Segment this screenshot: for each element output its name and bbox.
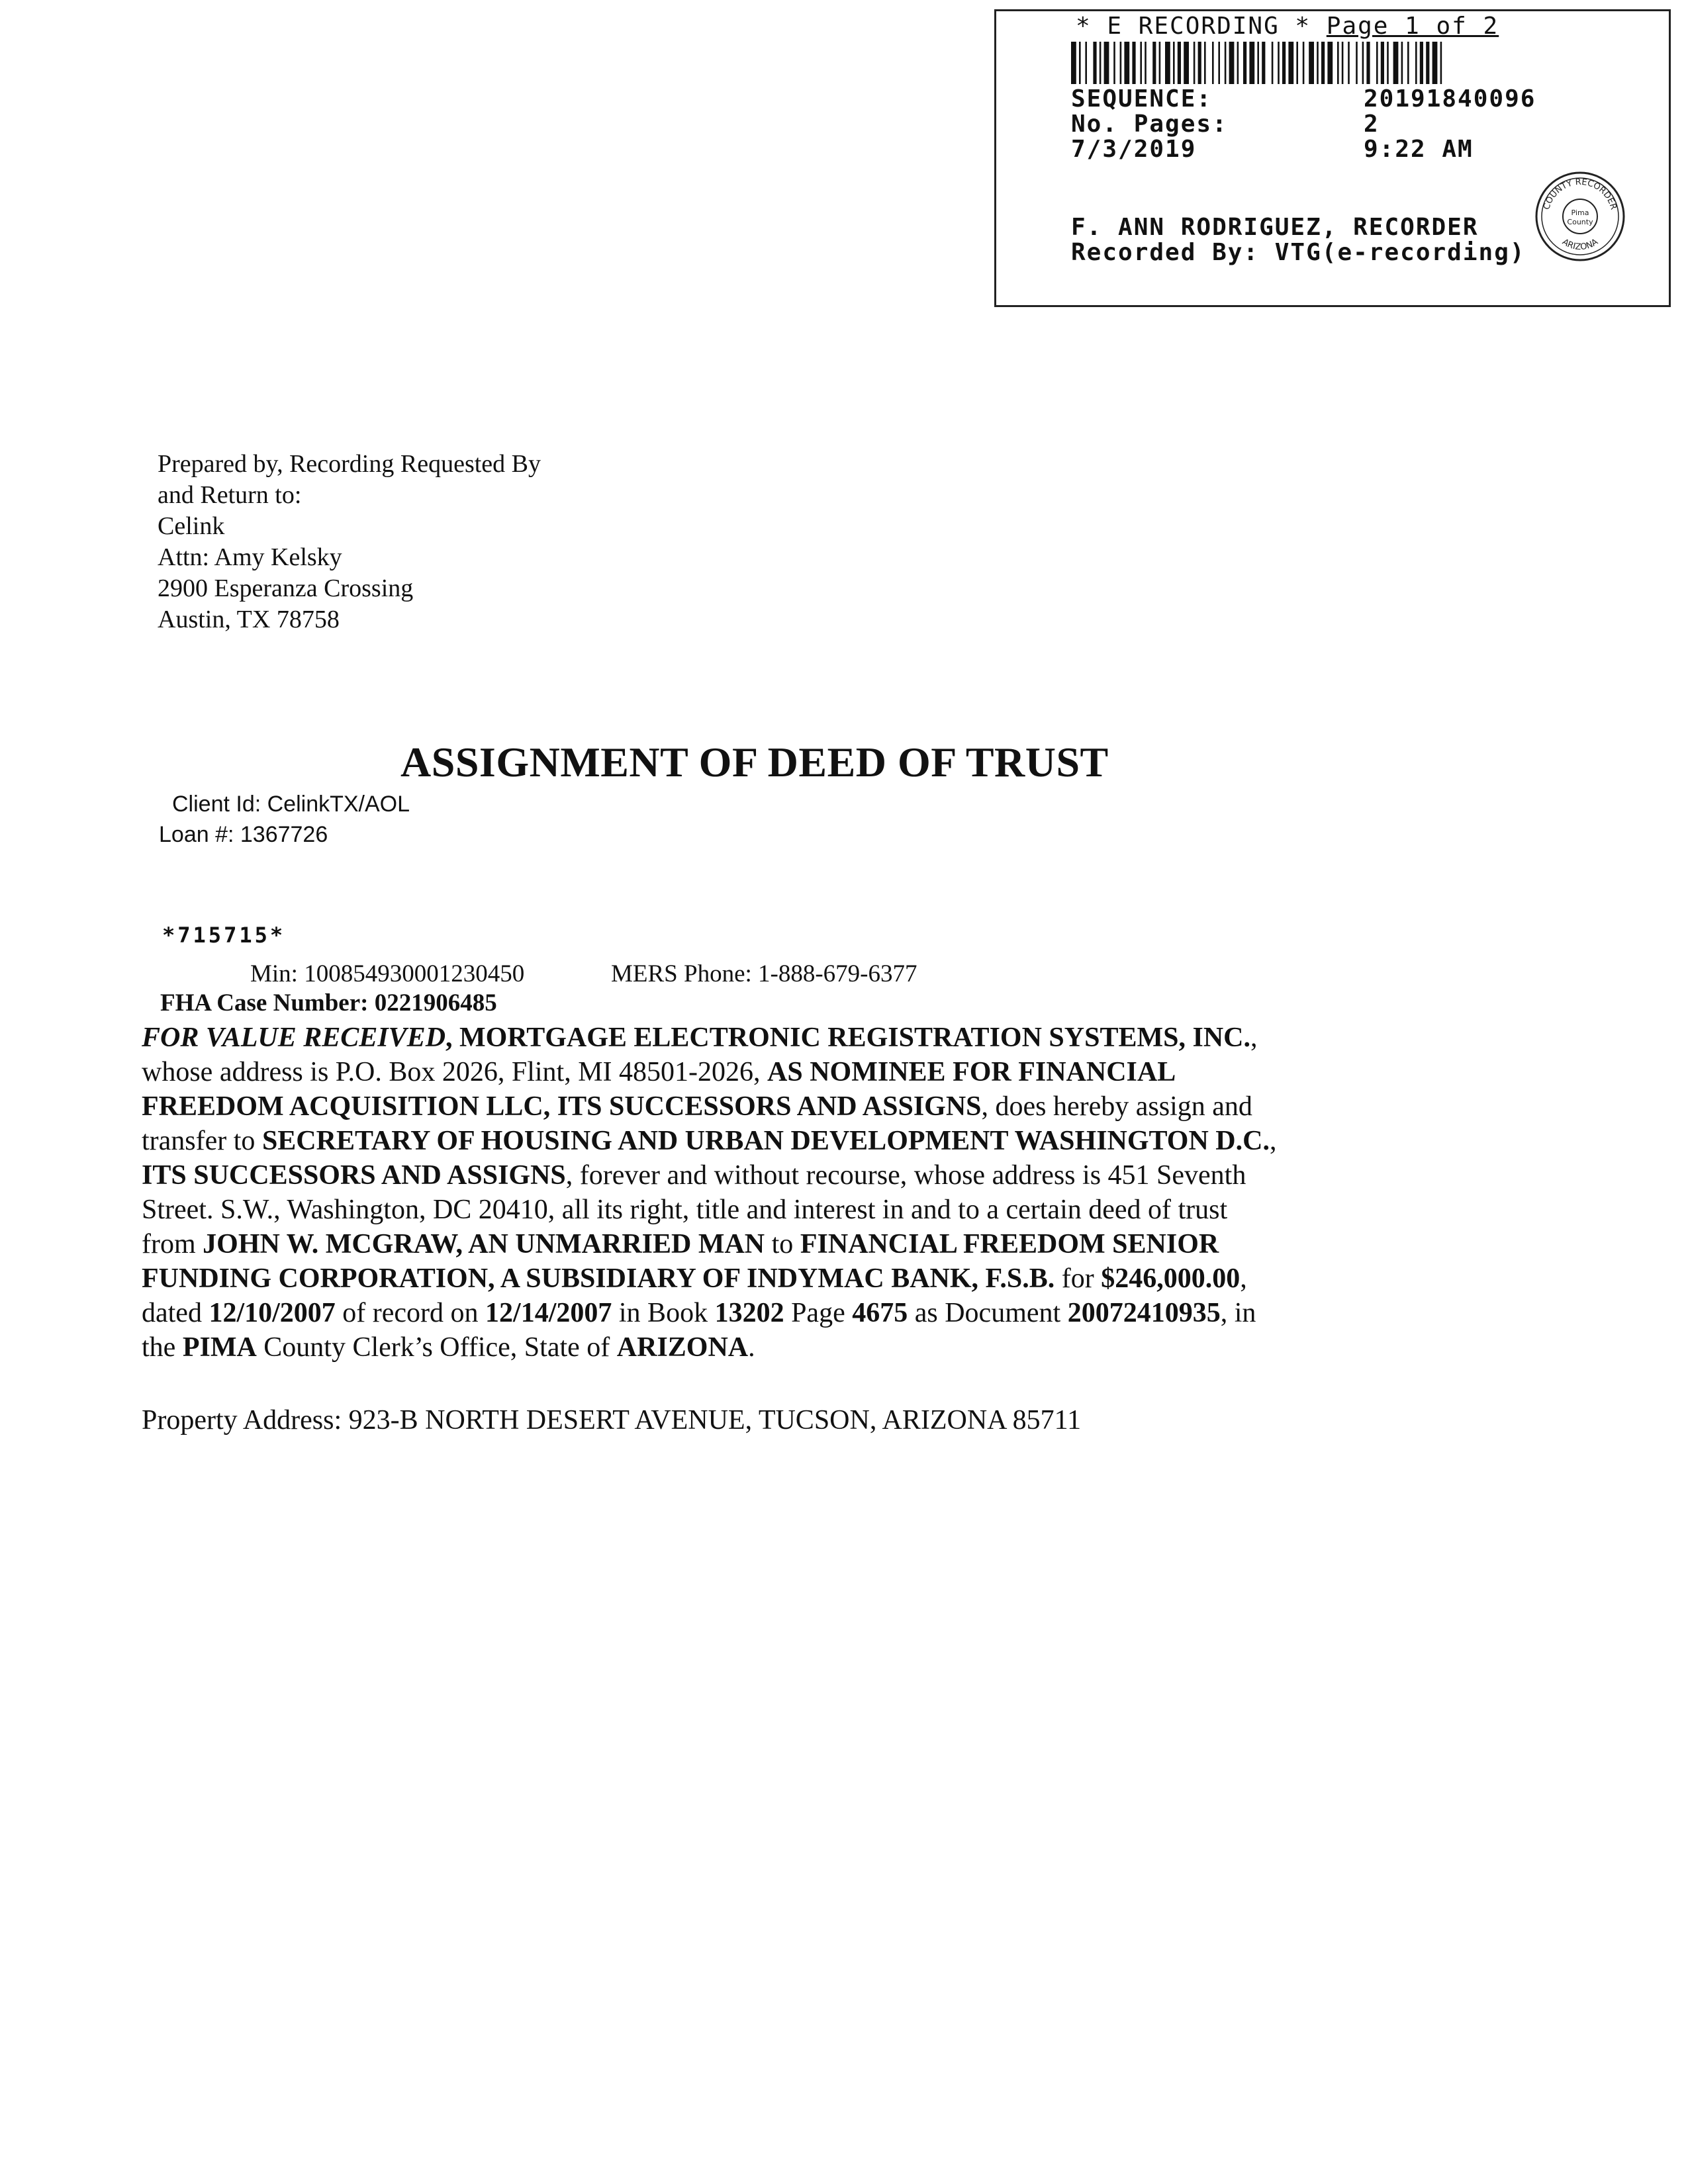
body-bold-span: AS NOMINEE FOR FINANCIAL: [767, 1057, 1176, 1087]
body-text-span: the: [142, 1332, 183, 1363]
body-line-2: [142, 1055, 1432, 1089]
body-line-10: [142, 1330, 1432, 1365]
seal-center-line1: Pima: [1571, 208, 1589, 217]
barcode-bar: [1165, 42, 1170, 84]
barcode-bar: [1198, 42, 1201, 84]
document-number: 20072410935: [1067, 1298, 1221, 1328]
barcode-bar: [1309, 42, 1314, 84]
assignor-name: , MORTGAGE ELECTRONIC REGISTRATION SYSTEMS, INC.: [445, 1023, 1251, 1053]
barcode-bar: [1225, 42, 1227, 84]
barcode-bar: [1178, 42, 1181, 84]
body-text-span: County Clerk’s Office, State of: [256, 1332, 617, 1363]
body-bold-span: FREEDOM ACQUISITION LLC, ITS SUCCESSORS AND ASSIGNS: [142, 1091, 982, 1122]
lender-name-cont: FUNDING CORPORATION, A SUBSIDIARY OF INDYMAC BANK, F.S.B.: [142, 1263, 1055, 1294]
body-text-span: ,: [1250, 1023, 1258, 1053]
barcode-bar: [1440, 42, 1442, 84]
barcode-bar: [1184, 42, 1189, 84]
recording-date: 7/3/2019: [1071, 136, 1197, 163]
loan-amount: $246,000.00: [1101, 1263, 1241, 1294]
assignee-name: SECRETARY OF HOUSING AND URBAN DEVELOPMENT WASHINGTON D.C.: [261, 1126, 1270, 1156]
barcode-bar: [1093, 42, 1096, 84]
barcode-bar: [1173, 42, 1175, 84]
barcode-bar: [1113, 42, 1115, 84]
pages-label: No. Pages:: [1071, 111, 1228, 138]
barcode-bar: [1337, 42, 1339, 84]
barcode-bar: [1381, 42, 1384, 84]
body-text-span: ,: [1269, 1126, 1277, 1156]
barcode-bar: [1249, 42, 1254, 84]
body-bold-span: ITS SUCCESSORS AND ASSIGNS: [142, 1160, 566, 1191]
return-line-3: Celink: [158, 512, 225, 540]
body-text-span: from: [142, 1229, 203, 1259]
barcode-bar: [1296, 42, 1298, 84]
barcode-bar: [1401, 42, 1403, 84]
barcode-bar: [1243, 42, 1246, 84]
body-text-span: .: [748, 1332, 755, 1363]
barcode-bar: [1387, 42, 1389, 84]
record-date: 12/14/2007: [485, 1298, 612, 1328]
barcode-bar: [1079, 42, 1081, 84]
barcode-bar: [1366, 42, 1370, 84]
sequence-value: 20191840096: [1364, 85, 1536, 113]
return-address-block: [158, 449, 541, 635]
barcode-bar: [1159, 42, 1161, 84]
body-line-6: Street. S.W., Washington, DC 20410, all its right, title and interest in and to a certain deed of trust: [142, 1195, 1228, 1225]
barcode-bar: [1237, 42, 1239, 84]
body-line-9: [142, 1296, 1432, 1330]
assignment-paragraph: [142, 1021, 1432, 1365]
property-address: Property Address: 923-B NORTH DESERT AVENUE, TUCSON, ARIZONA 85711: [142, 1405, 1082, 1435]
barcode-bar: [1426, 42, 1429, 84]
tracking-code: *715715*: [162, 923, 286, 948]
body-text-span: transfer to: [142, 1126, 262, 1156]
body-text-span: , does hereby assign and: [981, 1091, 1252, 1122]
book-number: 13202: [714, 1298, 784, 1328]
for-value-received: FOR VALUE RECEIVED: [142, 1023, 446, 1053]
barcode-bar: [1100, 42, 1102, 84]
seal-bottom-text: ARIZONA: [1560, 237, 1600, 253]
barcode-bar: [1262, 42, 1265, 84]
barcode-bar: [1393, 42, 1399, 84]
page-number: 4675: [852, 1298, 908, 1328]
barcode-bar: [1376, 42, 1378, 84]
body-line-8: [142, 1261, 1432, 1296]
stamp-page-count: Page 1 of 2: [1326, 13, 1499, 40]
return-line-5: 2900 Esperanza Crossing: [158, 574, 414, 602]
barcode-bar: [1124, 42, 1129, 84]
body-line-7: [142, 1227, 1432, 1261]
barcode-bar: [1362, 42, 1364, 84]
barcode-bar: [1194, 42, 1196, 84]
mers-phone: MERS Phone: 1-888-679-6377: [611, 960, 917, 987]
client-id: Client Id: CelinkTX/AOL: [172, 792, 410, 817]
lender-name: FINANCIAL FREEDOM SENIOR: [800, 1229, 1219, 1259]
state-name: ARIZONA: [616, 1332, 749, 1363]
client-info: [159, 789, 410, 850]
barcode-bar: [1342, 42, 1344, 84]
barcode-bar: [1278, 42, 1280, 84]
body-text-span: as Document: [908, 1298, 1068, 1328]
sequence-label: SEQUENCE:: [1071, 85, 1213, 113]
barcode-bar: [1204, 42, 1206, 84]
barcode-bar: [1407, 42, 1409, 84]
barcode-bar: [1420, 42, 1423, 84]
barcode-bar: [1085, 42, 1087, 84]
barcode-bar: [1415, 42, 1417, 84]
svg-text:ARIZONA: [1560, 237, 1600, 252]
barcode-bar: [1140, 42, 1142, 84]
body-text-span: to: [765, 1229, 800, 1259]
barcode-bar: [1257, 42, 1259, 84]
barcode-bar: [1432, 42, 1438, 84]
barcode-bar: [1272, 42, 1274, 84]
loan-number: Loan #: 1367726: [159, 822, 328, 847]
dated-date: 12/10/2007: [209, 1298, 336, 1328]
barcode-bar: [1218, 42, 1220, 84]
min-number: Min: 100854930001230450: [250, 960, 525, 987]
county-name: PIMA: [182, 1332, 257, 1363]
pages-value: 2: [1364, 111, 1380, 138]
body-line-3: [142, 1089, 1432, 1124]
barcode-bar: [1282, 42, 1286, 84]
return-line-1: Prepared by, Recording Requested By: [158, 450, 541, 478]
body-line-5: [142, 1158, 1432, 1193]
min-row: [250, 960, 917, 988]
barcode-bar: [1321, 42, 1325, 84]
stamp-header-prefix: * E RECORDING *: [1076, 13, 1327, 40]
barcode-bar: [1071, 42, 1076, 84]
body-text-span: ,: [1240, 1263, 1247, 1294]
body-text-span: dated: [142, 1298, 209, 1328]
body-text-span: of record on: [335, 1298, 486, 1328]
fha-case-number: FHA Case Number: 0221906485: [160, 989, 497, 1017]
barcode-bar: [1145, 42, 1147, 84]
barcode-bar: [1104, 42, 1109, 84]
body-line-4: [142, 1124, 1432, 1158]
return-line-4: Attn: Amy Kelsky: [158, 543, 342, 571]
barcode-bar: [1288, 42, 1293, 84]
borrower-name: JOHN W. MCGRAW, AN UNMARRIED MAN: [203, 1229, 765, 1259]
recording-time: 9:22 AM: [1364, 136, 1474, 163]
barcode-bar: [1132, 42, 1135, 84]
body-text-span: whose address is P.O. Box 2026, Flint, MI 48501-2026,: [142, 1057, 768, 1087]
recording-stamp: [994, 9, 1671, 307]
barcode-bar: [1348, 42, 1350, 84]
body-line-1: [142, 1021, 1432, 1055]
recorder-name: F. ANN RODRIGUEZ, RECORDER: [1071, 214, 1479, 241]
barcode-bar: [1303, 42, 1305, 84]
barcode-bar: [1317, 42, 1319, 84]
seal-top-text: COUNTY RECORDER: [1542, 177, 1618, 211]
seal-center-line2: County: [1567, 218, 1593, 226]
county-seal-icon: [1534, 170, 1626, 263]
body-text-span: for: [1055, 1263, 1102, 1294]
barcode-bar: [1327, 42, 1333, 84]
document-title: ASSIGNMENT OF DEED OF TRUST: [400, 739, 1109, 786]
recorded-by: Recorded By: VTG(e-recording): [1071, 239, 1526, 266]
body-text-span: , forever and without recourse, whose address is 451 Seventh: [565, 1160, 1246, 1191]
barcode-bar: [1120, 42, 1122, 84]
body-text-span: in Book: [612, 1298, 715, 1328]
return-line-6: Austin, TX 78758: [158, 606, 340, 633]
barcode-bar: [1212, 42, 1214, 84]
barcode-bar: [1356, 42, 1358, 84]
barcode-bar: [1229, 42, 1235, 84]
return-line-2: and Return to:: [158, 481, 302, 509]
barcode-bar: [1152, 42, 1156, 84]
stamp-header: [1076, 13, 1499, 40]
body-text-span: , in: [1220, 1298, 1256, 1328]
body-text-span: Page: [784, 1298, 853, 1328]
